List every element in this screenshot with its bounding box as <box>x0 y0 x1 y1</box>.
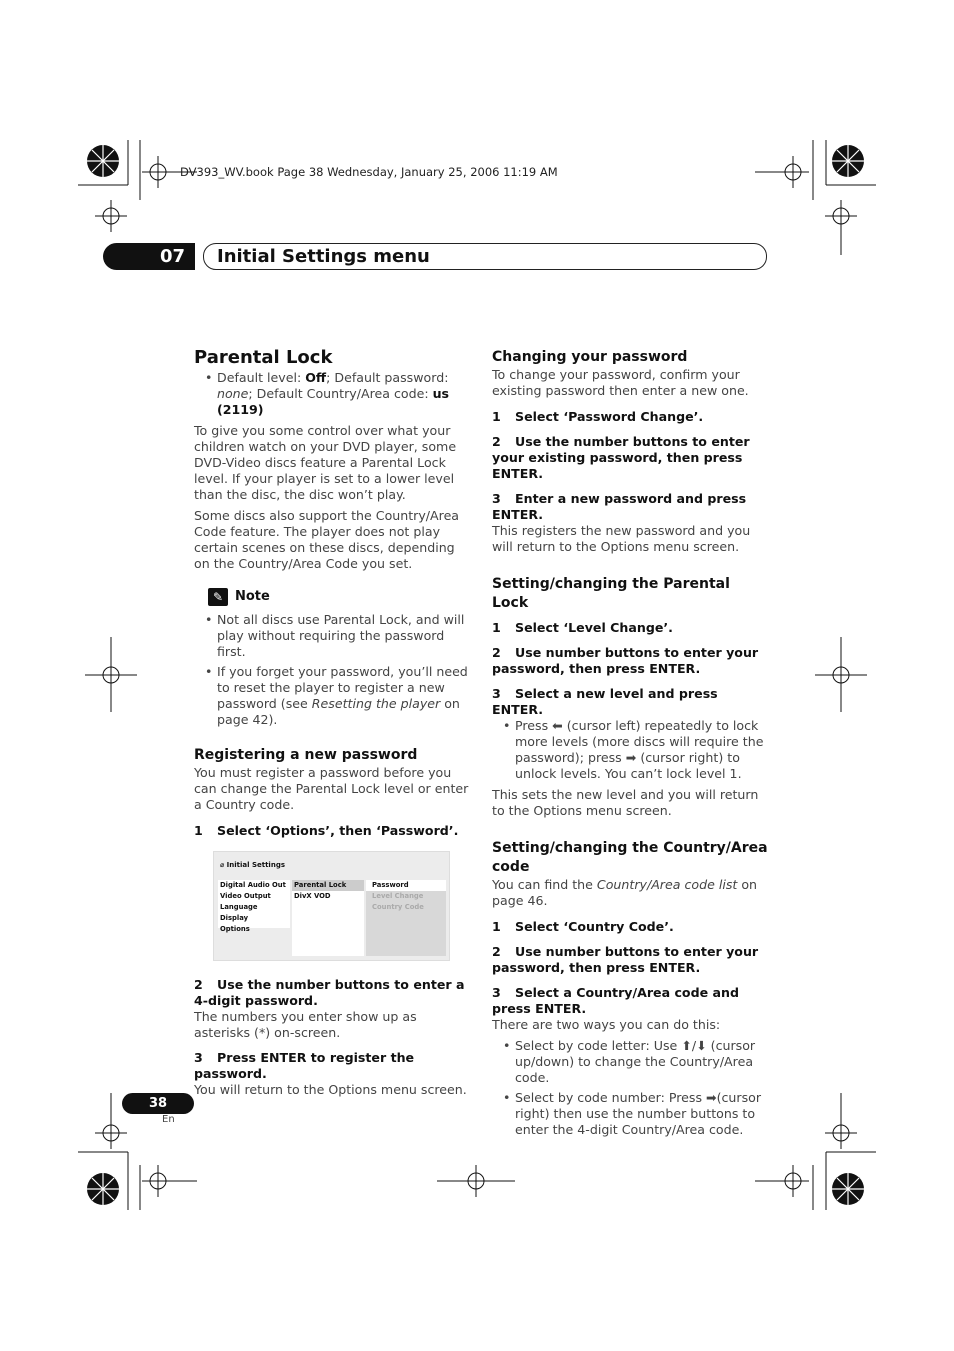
arrow-right-icon: ➡ <box>625 750 637 765</box>
change-paragraph: To change your password, confirm your existing password then enter a new one. <box>492 367 749 398</box>
left-column <box>194 348 472 1103</box>
level-list <box>492 718 770 782</box>
right-column <box>492 348 770 1143</box>
book-header-line: DV393_WV.book Page 38 Wednesday, January 25, 2006 11:19 AM <box>180 165 558 179</box>
level-paragraph: This sets the new level and you will return to the Options menu screen. <box>492 787 759 818</box>
step-note: You will return to the Options menu screen. <box>194 1082 467 1097</box>
country-code-paragraph: You can find the Country/Area code list on page 46. <box>492 877 758 908</box>
step: 1 Select ‘Password Change’. <box>492 409 704 424</box>
method-item: • Select by code letter: Use ⬆/⬇ (cursor up/down) to change the Country/Area code. <box>515 1038 770 1086</box>
step: 3 Press ENTER to register the password. <box>194 1050 415 1081</box>
subsection-title: Registering a new password <box>194 747 418 763</box>
country-methods-list <box>492 1038 770 1138</box>
register-paragraph: You must register a password before you can change the Parental Lock level or enter a Country code. <box>194 765 469 812</box>
page-language: En <box>162 1114 175 1125</box>
step: 3 Select a Country/Area code and press ENTER. <box>492 985 740 1016</box>
step: 1 Select ‘Options’, then ‘Password’. <box>194 823 459 838</box>
step-note: This registers the new password and you will return to the Options menu screen. <box>492 523 751 554</box>
osd-option-item: Password <box>372 881 409 889</box>
step: 3 Enter a new password and press ENTER. <box>492 491 747 522</box>
chapter-number: 07 <box>103 243 195 270</box>
arrow-up-down-icon: ⬆/⬇ <box>681 1038 707 1053</box>
subsection-title: Setting/changing the Parental Lock <box>492 576 730 611</box>
disc-icon: ⌀ <box>220 861 225 869</box>
osd-sub-item: DivX VOD <box>294 892 331 900</box>
osd-title: ⌀ Initial Settings <box>220 861 285 869</box>
osd-menu-item: Digital Audio Out <box>220 881 286 889</box>
step: 2 Use number buttons to enter your password, then press ENTER. <box>492 944 759 975</box>
chapter-title: Initial Settings menu <box>203 243 767 270</box>
note-item: • Not all discs use Parental Lock, and will play without requiring the password first. <box>217 612 472 660</box>
osd-option-item: Country Code <box>372 903 424 911</box>
osd-sub-item: Parental Lock <box>294 881 347 889</box>
pencil-icon: ✎ <box>208 588 228 606</box>
level-item: • Press ⬅ (cursor left) repeatedly to lock more levels (more discs will require the password); press ➡ (cursor right) to unlock levels. You can’t lock level 1. <box>515 718 770 782</box>
step: 2 Use the number buttons to enter your existing password, then press ENTER. <box>492 434 750 481</box>
section-title: Parental Lock <box>194 347 333 368</box>
arrow-right-icon: ➡ <box>706 1090 717 1105</box>
note-item: • If you forget your password, you’ll need to reset the player to register a new password (see Resetting the player on page 42). <box>217 664 472 728</box>
osd-option-item: Level Change <box>372 892 424 900</box>
osd-menu-item: Video Output <box>220 892 271 900</box>
osd-menu-item: Language <box>220 903 258 911</box>
osd-menu-item: Display <box>220 914 249 922</box>
step: 1 Select ‘Country Code’. <box>492 919 674 934</box>
note-heading: ✎ Note <box>208 588 472 606</box>
step-note: There are two ways you can do this: <box>492 1017 721 1032</box>
method-item: • Select by code number: Press ➡(cursor right) then use the number buttons to enter the 4-digit Country/Area code. <box>515 1090 770 1138</box>
subsection-title: Setting/changing the Country/Area code <box>492 840 768 875</box>
osd-screenshot <box>213 851 450 961</box>
intro-paragraph: To give you some control over what your children watch on your DVD player, some DVD-Video discs feature a Parental Lock level. If your player is set to a lower level than the disc, the disc won’t play. <box>194 423 457 502</box>
step: 1 Select ‘Level Change’. <box>492 620 673 635</box>
subsection-title: Changing your password <box>492 349 688 365</box>
defaults-list <box>194 370 472 418</box>
country-paragraph: Some discs also support the Country/Area Code feature. The player does not play certain scenes on these discs, depending on the Country/Area Code you set. <box>194 508 460 571</box>
note-list <box>194 612 472 728</box>
osd-menu-item: Options <box>220 925 250 933</box>
page-number: 38 <box>122 1093 194 1114</box>
step: 2 Use number buttons to enter your password, then press ENTER. <box>492 645 759 676</box>
step: 3 Select a new level and press ENTER. <box>492 686 718 717</box>
arrow-left-icon: ⬅ <box>552 718 563 733</box>
defaults-item: • Default level: Off; Default password: none; Default Country/Area code: us (2119) <box>217 370 472 418</box>
step-note: The numbers you enter show up as asterisks (*) on-screen. <box>194 1009 417 1040</box>
step: 2 Use the number buttons to enter a 4-digit password. <box>194 977 465 1008</box>
